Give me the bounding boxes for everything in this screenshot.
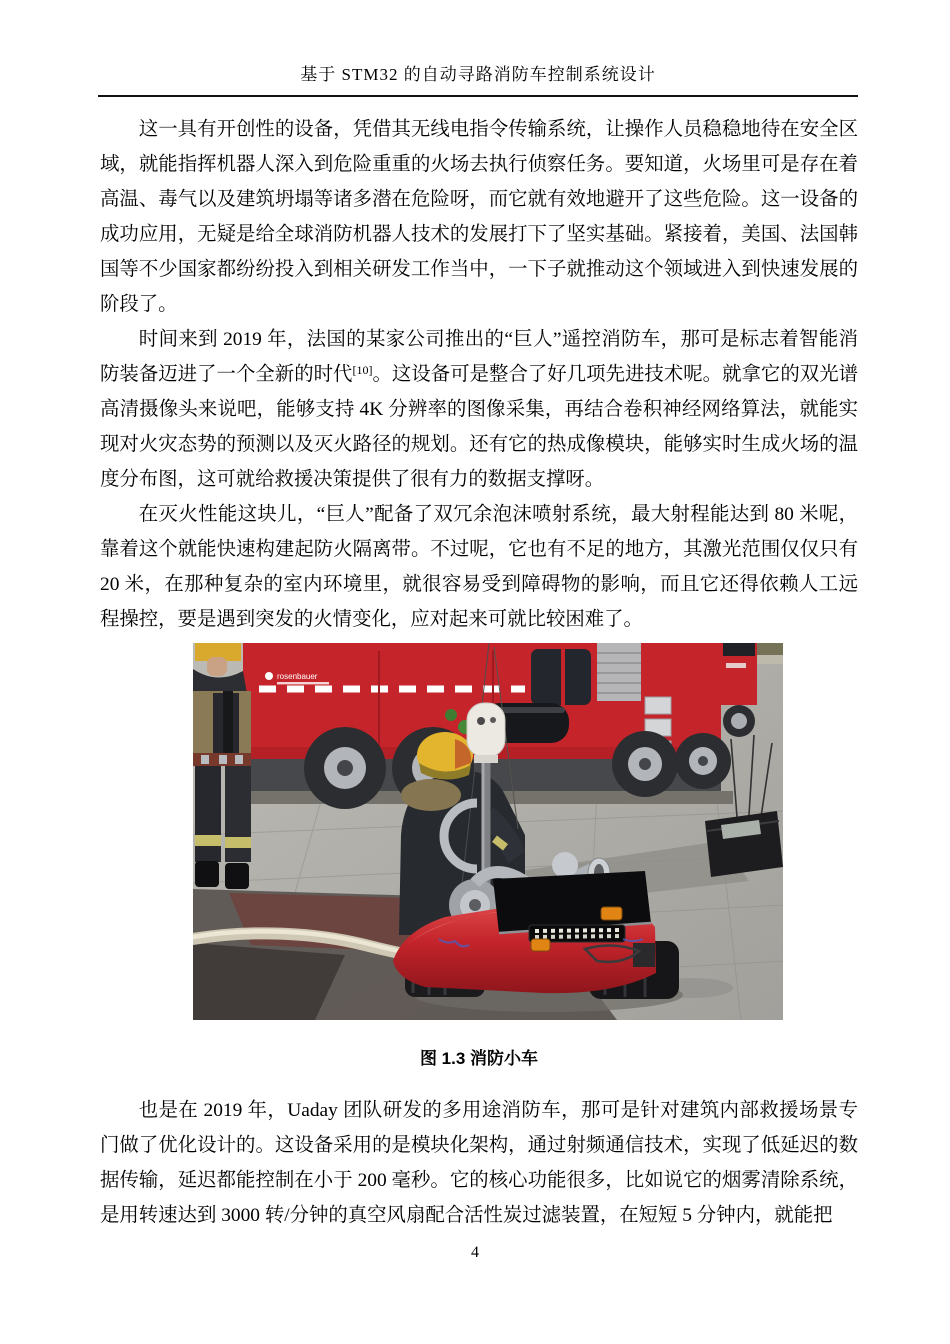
figure-1-3	[193, 643, 783, 1020]
body-content	[100, 112, 858, 1233]
paragraph-4: 也是在 2019 年，Uaday 团队研发的多用途消防车，那可是针对建筑内部救援场景专门做了优化设计的。这设备采用的是模块化架构，通过射频通信技术，实现了低延迟的数据传输，延迟都能控制在小于 200 毫秒。它的核心功能很多，比如说它的烟雾清除系统，是用转速达到 3000 转/分钟的真空风扇配合活性炭过滤装置，在短短 5 分钟内，就能把	[100, 1100, 858, 1226]
truck-logo-text: rosenbauer	[277, 672, 318, 681]
truck-cab-front	[721, 643, 757, 737]
paragraph-2	[100, 322, 858, 497]
page-header	[98, 60, 858, 97]
page-number: 4	[471, 1244, 479, 1261]
ptz-camera-head	[467, 703, 505, 757]
figure-caption: 图 1.3 消防小车	[419, 1049, 539, 1068]
photo-fire-robot-demo	[193, 643, 783, 1020]
truck-logo-mark	[265, 672, 273, 680]
citation-ref-10: [10]	[352, 363, 373, 377]
paragraph-2-text: 时间来到 2019 年，法国的某家公司推出的“巨人”遥控消防车，那可是标志着智能消防装备迈进了一个全新的时代	[100, 329, 858, 385]
amber-marker-left	[531, 939, 550, 951]
amber-marker-right	[601, 907, 622, 920]
header-title: 基于 STM32 的自动寻路消防车控制系统设计	[300, 65, 656, 84]
paragraph-3: 在灭火性能这块儿，“巨人”配备了双冗余泡沫喷射系统，最大射程能达到 80 米呢，靠着这个就能快速构建起防火隔离带。不过呢，它也有不足的地方，其激光范围仅仅只有 20 米，在那种复杂的室内环境里，就很容易受到障碍物的影响，而且它还得依赖人工远程操控，要是遇到突发的火情变化，应对起来可就比较困难了。	[100, 504, 858, 630]
paragraph-1: 这一具有开创性的设备，凭借其无线电指令传输系统，让操作人员稳稳地待在安全区域，就能指挥机器人深入到危险重重的火场去执行侦察任务。要知道，火场里可是存在着高温、毒气以及建筑坍塌等诸多潜在危险呀，而它就有效地避开了这些危险。这一设备的成功应用，无疑是给全球消防机器人技术的发展打下了坚实基础。紧接着，美国、法国韩国等不少国家都纷纷投入到相关研发工作当中，一下子就推动这个领域进入到快速发展的阶段了。	[100, 119, 858, 315]
roller-shutter	[597, 643, 641, 701]
paragraph-2-text-cont: 。这设备可是整合了好几项先进技术呢。就拿它的双光谱高清摄像头来说吧，能够支持 4K 分辨率的图像采集，再结合卷积神经网络算法，就能实现对火灾态势的预测以及灭火路径的规划。还有它的热成像模块，能够实时生成火场的温度分布图，这可就给救援决策提供了很有力的数据支撑呀。	[100, 364, 859, 490]
